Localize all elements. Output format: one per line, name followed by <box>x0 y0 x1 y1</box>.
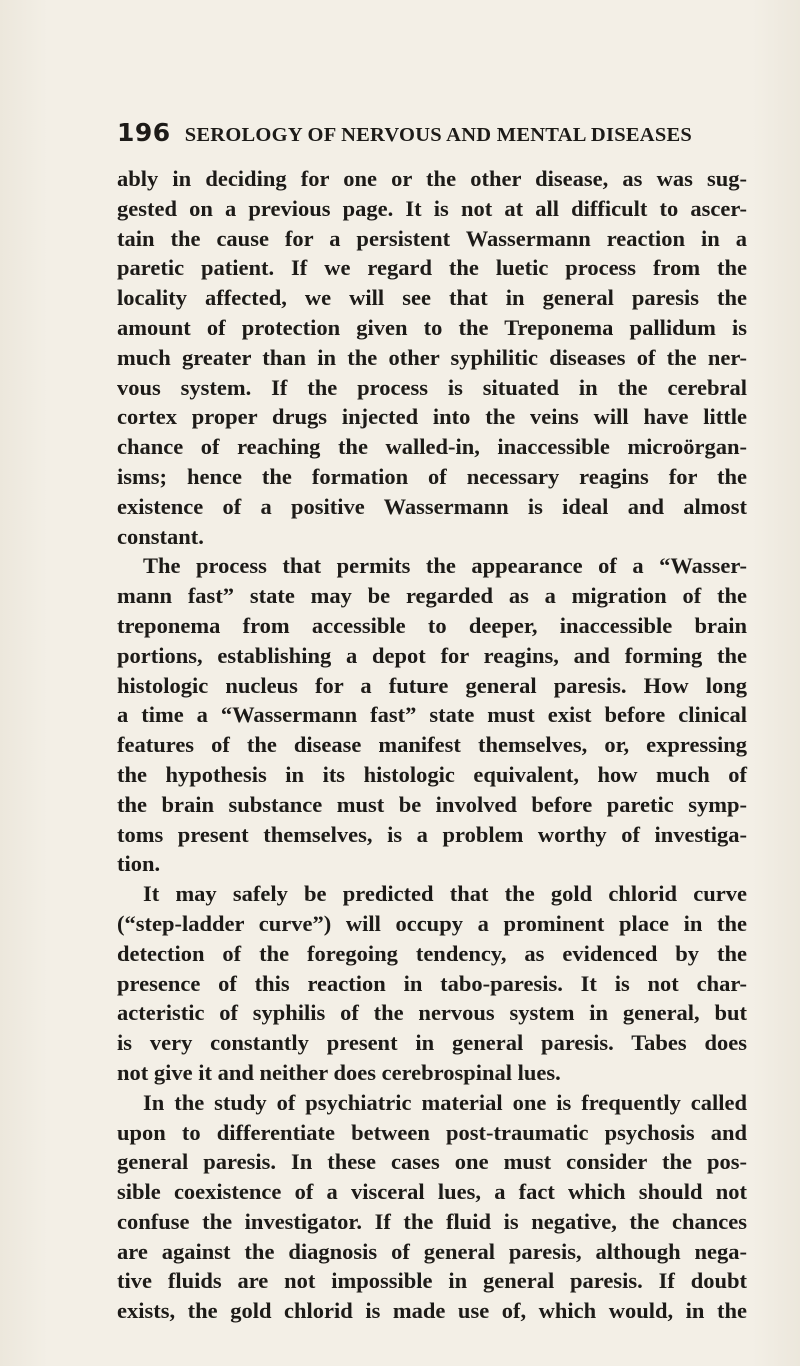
text-line: acteristic of syphilis of the nervous system in general, but <box>117 1000 747 1026</box>
text-line: gested on a previous page. It is not at all difficult to ascer- <box>117 195 747 221</box>
text-line: presence of this reaction in tabo-paresis. It is not char- <box>117 970 747 996</box>
text-line: sible coexistence of a visceral lues, a fact which should not <box>117 1179 747 1205</box>
text-line: It may safely be predicted that the gold chlorid curve <box>143 881 747 907</box>
text-line: tive fluids are not impossible in general paresis. If doubt <box>117 1268 747 1294</box>
text-line: general paresis. In these cases one must consider the pos- <box>117 1149 747 1175</box>
text-line: chance of reaching the walled-in, inaccessible microörgan- <box>117 434 747 460</box>
text-line: much greater than in the other syphilitic diseases of the ner- <box>117 344 747 370</box>
text-line: treponema from accessible to deeper, inaccessible brain <box>117 612 747 638</box>
text-line: features of the disease manifest themselves, or, expressing <box>117 732 747 758</box>
text-line: a time a “Wassermann fast” state must exist before clinical <box>117 702 747 728</box>
text-line: locality affected, we will see that in general paresis the <box>117 285 747 311</box>
running-title: SEROLOGY OF NERVOUS AND MENTAL DISEASES <box>184 124 693 146</box>
text-line: vous system. If the process is situated in the cerebral <box>117 374 747 400</box>
text-line: isms; hence the formation of necessary reagins for the <box>117 463 747 489</box>
running-head <box>117 118 760 148</box>
text-line: not give it and neither does cerebrospinal lues. <box>117 1059 561 1085</box>
text-line: histologic nucleus for a future general paresis. How long <box>117 672 747 698</box>
text-line: cortex proper drugs injected into the veins will have little <box>117 404 747 430</box>
text-line: amount of protection given to the Treponema pallidum is <box>117 314 747 340</box>
text-line: are against the diagnosis of general paresis, although nega- <box>117 1238 747 1264</box>
text-line: The process that permits the appearance of a “Wasser- <box>143 553 747 579</box>
text-line: portions, establishing a depot for reagins, and forming the <box>117 642 747 668</box>
text-line: existence of a positive Wassermann is ideal and almost <box>117 493 747 519</box>
text-line: constant. <box>117 523 204 549</box>
text-line: the brain substance must be involved before paretic symp- <box>117 791 747 817</box>
body-text <box>117 164 747 1326</box>
page-number: 196 <box>117 118 171 147</box>
text-line: (“step-ladder curve”) will occupy a prominent place in the <box>117 910 747 936</box>
text-line: detection of the foregoing tendency, as evidenced by the <box>117 940 747 966</box>
text-line: ably in deciding for one or the other disease, as was sug- <box>117 166 747 191</box>
text-line: the hypothesis in its histologic equivalent, how much of <box>117 761 747 787</box>
text-line: mann fast” state may be regarded as a migration of the <box>117 583 747 609</box>
text-line: tain the cause for a persistent Wassermann reaction in a <box>117 225 747 251</box>
text-line: In the study of psychiatric material one is frequently called <box>143 1089 747 1115</box>
text-line: upon to differentiate between post-traumatic psychosis and <box>117 1119 747 1145</box>
text-line: confuse the investigator. If the fluid is negative, the chances <box>117 1208 747 1234</box>
text-line: paretic patient. If we regard the luetic process from the <box>117 255 747 281</box>
text-line: exists, the gold chlorid is made use of, which would, in the <box>117 1298 747 1324</box>
text-line: toms present themselves, is a problem worthy of investiga- <box>117 821 747 847</box>
text-line: tion. <box>117 851 161 877</box>
text-line: is very constantly present in general paresis. Tabes does <box>117 1030 747 1056</box>
